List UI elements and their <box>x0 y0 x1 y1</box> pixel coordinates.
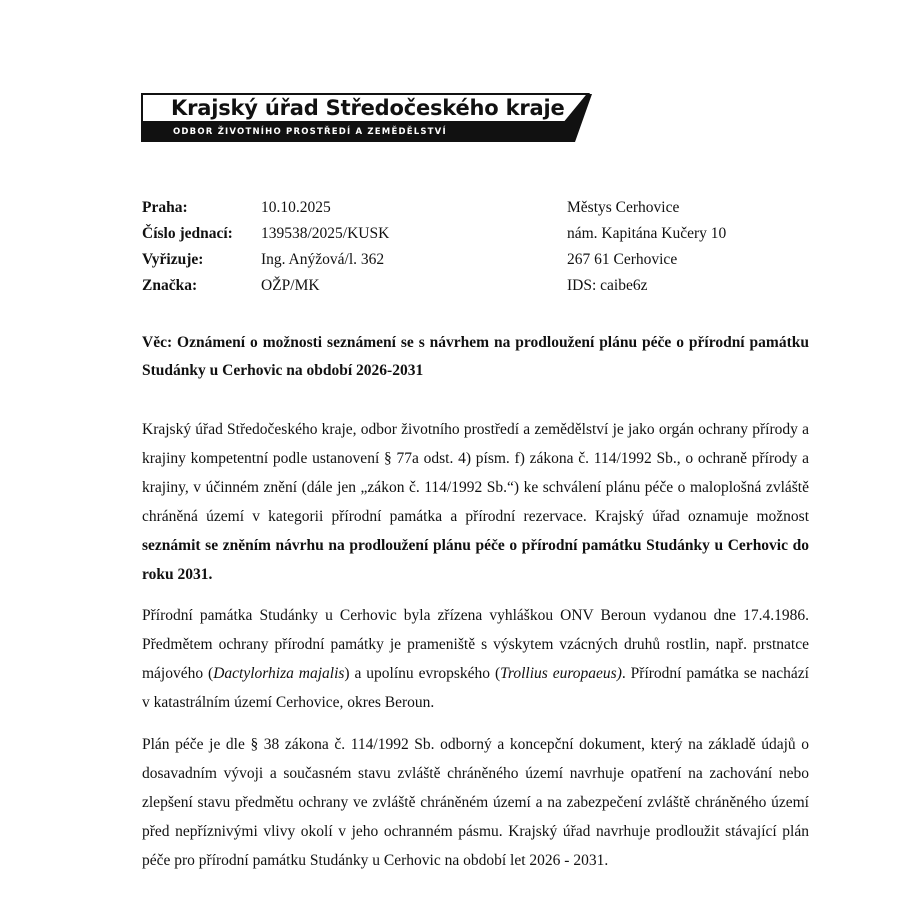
document-meta <box>142 195 389 299</box>
meta-value: OŽP/MK <box>261 277 320 294</box>
meta-label: Praha: <box>142 199 188 216</box>
logo-title: Krajský úřad Středočeského kraje <box>171 96 565 120</box>
meta-label: Číslo jednací: <box>142 225 233 242</box>
meta-row-date <box>142 195 389 221</box>
paragraph-protected-area <box>142 601 809 717</box>
paragraph-text: Krajský úřad Středočeského kraje, odbor životního prostředí a zemědělství je jako orgán ochrany přírody a krajiny kompetentní podle ustanovení § 77a odst. 4) písm. f) zákona č. 114/1992 Sb., o ochraně přírody a krajiny, v účinném znění (dále jen „zákon č. 114/1992 Sb.“) ke schválení plánu péče o maloplošná zvláště chráněná území v kategorii přírodní památka a přírodní rezervace. Krajský úřad oznamuje možnost <box>142 421 809 525</box>
recipient-ids: IDS: caibe6z <box>567 277 648 294</box>
recipient-city: 267 61 Cerhovice <box>567 251 678 268</box>
logo-subtitle: ODBOR ŽIVOTNÍHO PROSTŘEDÍ A ZEMĚDĚLSTVÍ <box>173 127 447 137</box>
paragraph-text: Přírodní památka Studánky u Cerhovic byla zřízena vyhláškou ONV Beroun vydanou dne 17.4.1986. Předmětem ochrany přírodní památky je prameniště s výskytem vzácných druhů rostlin, např. prstnatce májového ( <box>142 607 809 682</box>
recipient-name: Městys Cerhovice <box>567 199 680 216</box>
meta-value: 139538/2025/KUSK <box>261 225 390 242</box>
recipient-street: nám. Kapitána Kučery 10 <box>567 225 727 242</box>
paragraph-emphasis: seznámit se zněním návrhu na prodloužení plánu péče o přírodní památku Studánky u Cerhovic do roku 2031. <box>142 537 809 583</box>
meta-value: 10.10.2025 <box>261 199 331 216</box>
office-logo <box>141 93 593 143</box>
paragraph-text: ) a upolínu evropského ( <box>344 665 501 682</box>
species-name: Dactylorhiza majalis <box>213 665 345 682</box>
recipient-address <box>567 195 726 299</box>
meta-label: Značka: <box>142 277 198 294</box>
meta-label: Vyřizuje: <box>142 251 204 268</box>
paragraph-care-plan: Plán péče je dle § 38 zákona č. 114/1992 Sb. odborný a koncepční dokument, který na základě údajů o dosavadním vývoji a současném stavu zvláště chráněného území navrhuje opatření na zachování nebo zlepšení stavu předmětu ochrany ve zvláště chráněném území a na zabezpečení zvláště chráněného území před nepříznivými vlivy okolí v jeho ochranném pásmu. Krajský úřad navrhuje prodloužit stávající plán péče pro přírodní památku Studánky u Cerhovic na období let 2026 - 2031. <box>142 736 809 869</box>
meta-row-reference <box>142 221 389 247</box>
meta-row-handler <box>142 247 389 273</box>
meta-value: Ing. Anýžová/l. 362 <box>261 251 385 268</box>
paragraph-intro <box>142 415 809 589</box>
species-name: Trollius europaeus) <box>500 665 622 682</box>
subject-line: Věc: Oznámení o možnosti seznámení se s návrhem na prodloužení plánu péče o přírodní památku Studánky u Cerhovic na období 2026-2031 <box>142 334 809 379</box>
paragraph-text: . Přírodní památka se nachází v katastrálním území Cerhovice, okres Beroun. <box>142 665 809 711</box>
meta-row-mark <box>142 273 389 299</box>
